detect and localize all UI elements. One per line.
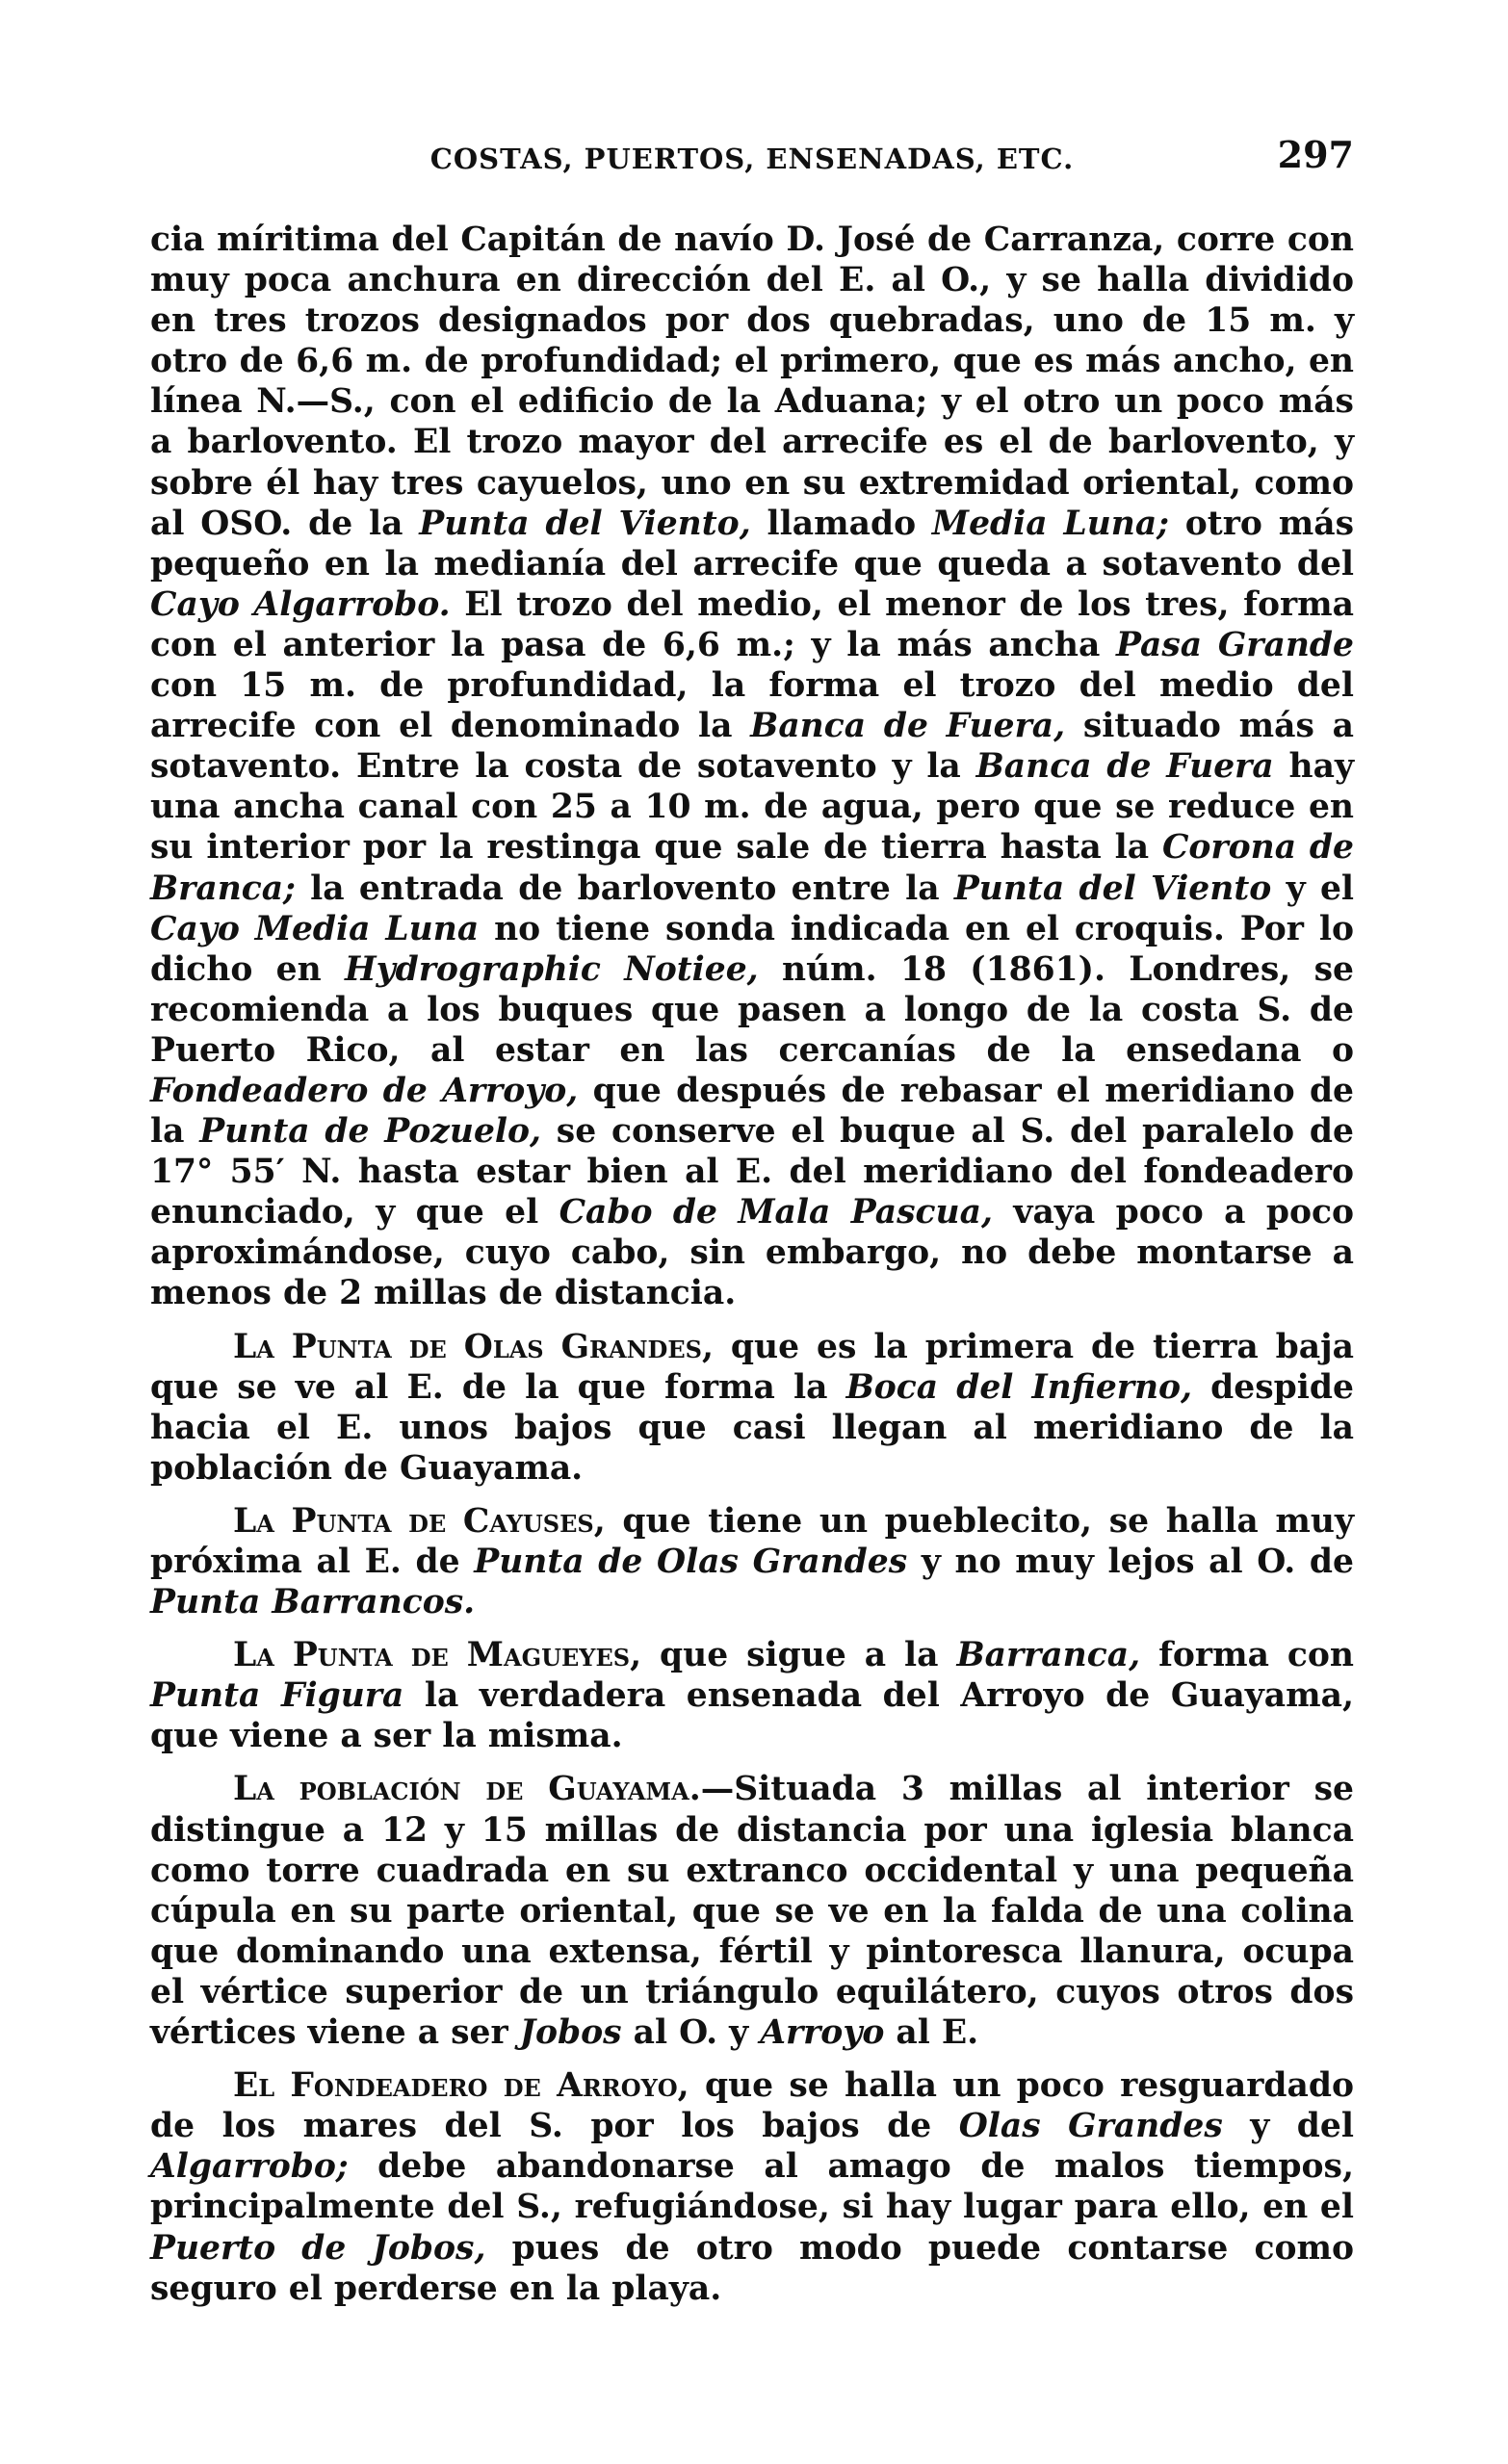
text-run: y del bbox=[1222, 2107, 1354, 2146]
paragraph-olas-grandes bbox=[150, 1327, 1354, 1489]
text-run: la entrada de barlovento entre la bbox=[295, 869, 954, 908]
text-run: despide hacia el E. unos bajos que casi llegan al meridiano de la población de Guayama. bbox=[150, 1367, 1354, 1488]
text-run: cia míritima del Capitán de navío D. José de Carranza, corre con muy poca anchura en dirección del E. al O., y se halla dividido en tres trozos designados por dos quebradas, uno de 15 m. y otro de 6,6 m. de profundidad; el primero, que es más ancho, en línea N.—S., con el edificio de la Aduana; y el otro un poco más a barlovento. El trozo mayor del arrecife es el de barlovento, y sobre él hay tres cayuelos, uno en su extremidad oriental, como al OSO. de la bbox=[150, 220, 1354, 543]
text-run: El trozo del medio, el menor de los tres, forma con el anterior la pasa de 6,6 m.; y la más ancha bbox=[150, 584, 1355, 664]
text-run: debe abandonarse al amago de malos tiempos, principalmente del S., refugiándose, si hay lugar para ello, en el bbox=[150, 2147, 1354, 2227]
italic-place-name: Arroyo bbox=[760, 2013, 885, 2053]
text-run: y el bbox=[1271, 869, 1355, 908]
text-run: forma con bbox=[1140, 1636, 1354, 1675]
text-run: que es la primera de tierra baja que se ve al E. de la que forma la bbox=[150, 1327, 1354, 1407]
text-run: situado más a sotavento. Entre la costa de sotavento y la bbox=[150, 707, 1354, 787]
section-heading: La Punta de Cayuses, bbox=[233, 1501, 606, 1541]
text-run: y no muy lejos al O. de bbox=[907, 1543, 1355, 1581]
section-heading: La Punta de Magueyes, bbox=[233, 1636, 642, 1675]
italic-place-name: Pasa Grande bbox=[1116, 625, 1354, 664]
text-run: no tiene sonda indicada en el croquis. Por lo dicho en bbox=[150, 909, 1354, 989]
italic-place-name: Media Luna; bbox=[931, 504, 1169, 543]
italic-place-name: Punta Figura bbox=[150, 1676, 404, 1716]
italic-place-name: Banca de Fuera bbox=[975, 747, 1274, 787]
italic-place-name: Cabo de Mala Pascua, bbox=[559, 1193, 994, 1232]
paragraph-guayama bbox=[150, 1769, 1354, 2053]
body-text bbox=[150, 220, 1354, 2309]
text-run: —Situada 3 millas al interior se distingue a 12 y 15 millas de distancia por una iglesia blanca como torre cuadrada en su extranco occidental y una pequeña cúpula en su parte oriental, que se ve en la falda de una colina que dominando una extensa, fértil y pintoresca llanura, ocupa el vértice superior de un triángulo equilátero, cuyos otros dos vértices viene a ser bbox=[150, 1770, 1354, 2053]
section-heading: El Fondeadero de Arroyo, bbox=[233, 2066, 689, 2106]
page-header bbox=[150, 133, 1354, 181]
section-heading: La Punta de Olas Grandes, bbox=[233, 1327, 714, 1366]
text-run: con 15 m. de profundidad, la forma el trozo del medio del arrecife con el denominado la bbox=[150, 666, 1354, 746]
italic-place-name: Jobos bbox=[519, 2013, 622, 2053]
italic-place-name: Barranca, bbox=[956, 1636, 1141, 1675]
italic-place-name: Olas Grandes bbox=[958, 2107, 1223, 2146]
text-run: que tiene un pueblecito, se halla muy próxima al E. de bbox=[150, 1501, 1354, 1581]
page-number: 297 bbox=[1277, 133, 1354, 176]
text-run: que después de rebasar el meridiano de la bbox=[150, 1071, 1355, 1152]
text-run: al E. bbox=[884, 2013, 979, 2053]
italic-place-name: Fondeadero de Arroyo, bbox=[150, 1071, 579, 1110]
text-run: pues de otro modo puede contarse como seguro el perderse en la playa. bbox=[150, 2228, 1355, 2308]
paragraph-magueyes bbox=[150, 1635, 1354, 1756]
text-run: otro más pequeño en la medianía del arrecife que queda a sotavento del bbox=[150, 504, 1354, 584]
text-run: hay una ancha canal con 25 a 10 m. de agua, pero que se reduce en su interior por la restinga que sale de tierra hasta la bbox=[150, 747, 1354, 868]
text-run: que sigue a la bbox=[641, 1636, 957, 1675]
italic-place-name: Punta del Viento bbox=[953, 869, 1272, 908]
text-run: que se halla un poco resguardado de los mares del S. por los bajos de bbox=[150, 2066, 1354, 2146]
italic-place-name: Corona de Branca; bbox=[150, 828, 1354, 908]
italic-place-name: Cayo Algarrobo. bbox=[150, 584, 451, 624]
italic-place-name: Hydrographic Notiee, bbox=[344, 949, 759, 989]
italic-place-name: Cayo Media Luna bbox=[150, 909, 480, 948]
text-run: llamado bbox=[750, 504, 932, 543]
paragraph-cayuses bbox=[150, 1501, 1354, 1622]
italic-place-name: Punta Barrancos. bbox=[150, 1583, 476, 1622]
text-run: núm. 18 (1861). Londres, se recomienda a los buques que pasen a longo de la costa S. de Puerto Rico, al estar en las cercanías de la ensedana o bbox=[150, 949, 1354, 1070]
italic-place-name: Banca de Fuera, bbox=[750, 707, 1066, 746]
italic-place-name: Punta de Olas Grandes bbox=[474, 1543, 908, 1581]
text-run: la verdadera ensenada del Arroyo de Guayama, que viene a ser la misma. bbox=[150, 1676, 1354, 1756]
italic-place-name: Puerto de Jobos, bbox=[150, 2228, 486, 2268]
italic-place-name: Algarrobo; bbox=[150, 2147, 349, 2187]
italic-place-name: Boca del Infierno, bbox=[845, 1367, 1193, 1407]
italic-place-name: Punta del Viento, bbox=[419, 504, 751, 543]
text-run: vaya poco a poco aproximándose, cuyo cabo, sin embargo, no debe montarse a menos de 2 millas de distancia. bbox=[150, 1193, 1354, 1313]
running-title: COSTAS, PUERTOS, ENSENADAS, ETC. bbox=[429, 143, 1075, 175]
paragraph-fondeadero-arroyo bbox=[150, 2065, 1354, 2309]
text-run: se conserve el buque al S. del paralelo de 17° 55′ N. hasta estar bien al E. del meridiano del fondeadero enunciado, y que el bbox=[150, 1112, 1354, 1232]
text-run: al O. y bbox=[621, 2013, 761, 2053]
paragraph-carranza bbox=[150, 220, 1354, 1314]
italic-place-name: Punta de Pozuelo, bbox=[199, 1112, 542, 1152]
section-heading: La población de Guayama. bbox=[233, 1770, 701, 1809]
